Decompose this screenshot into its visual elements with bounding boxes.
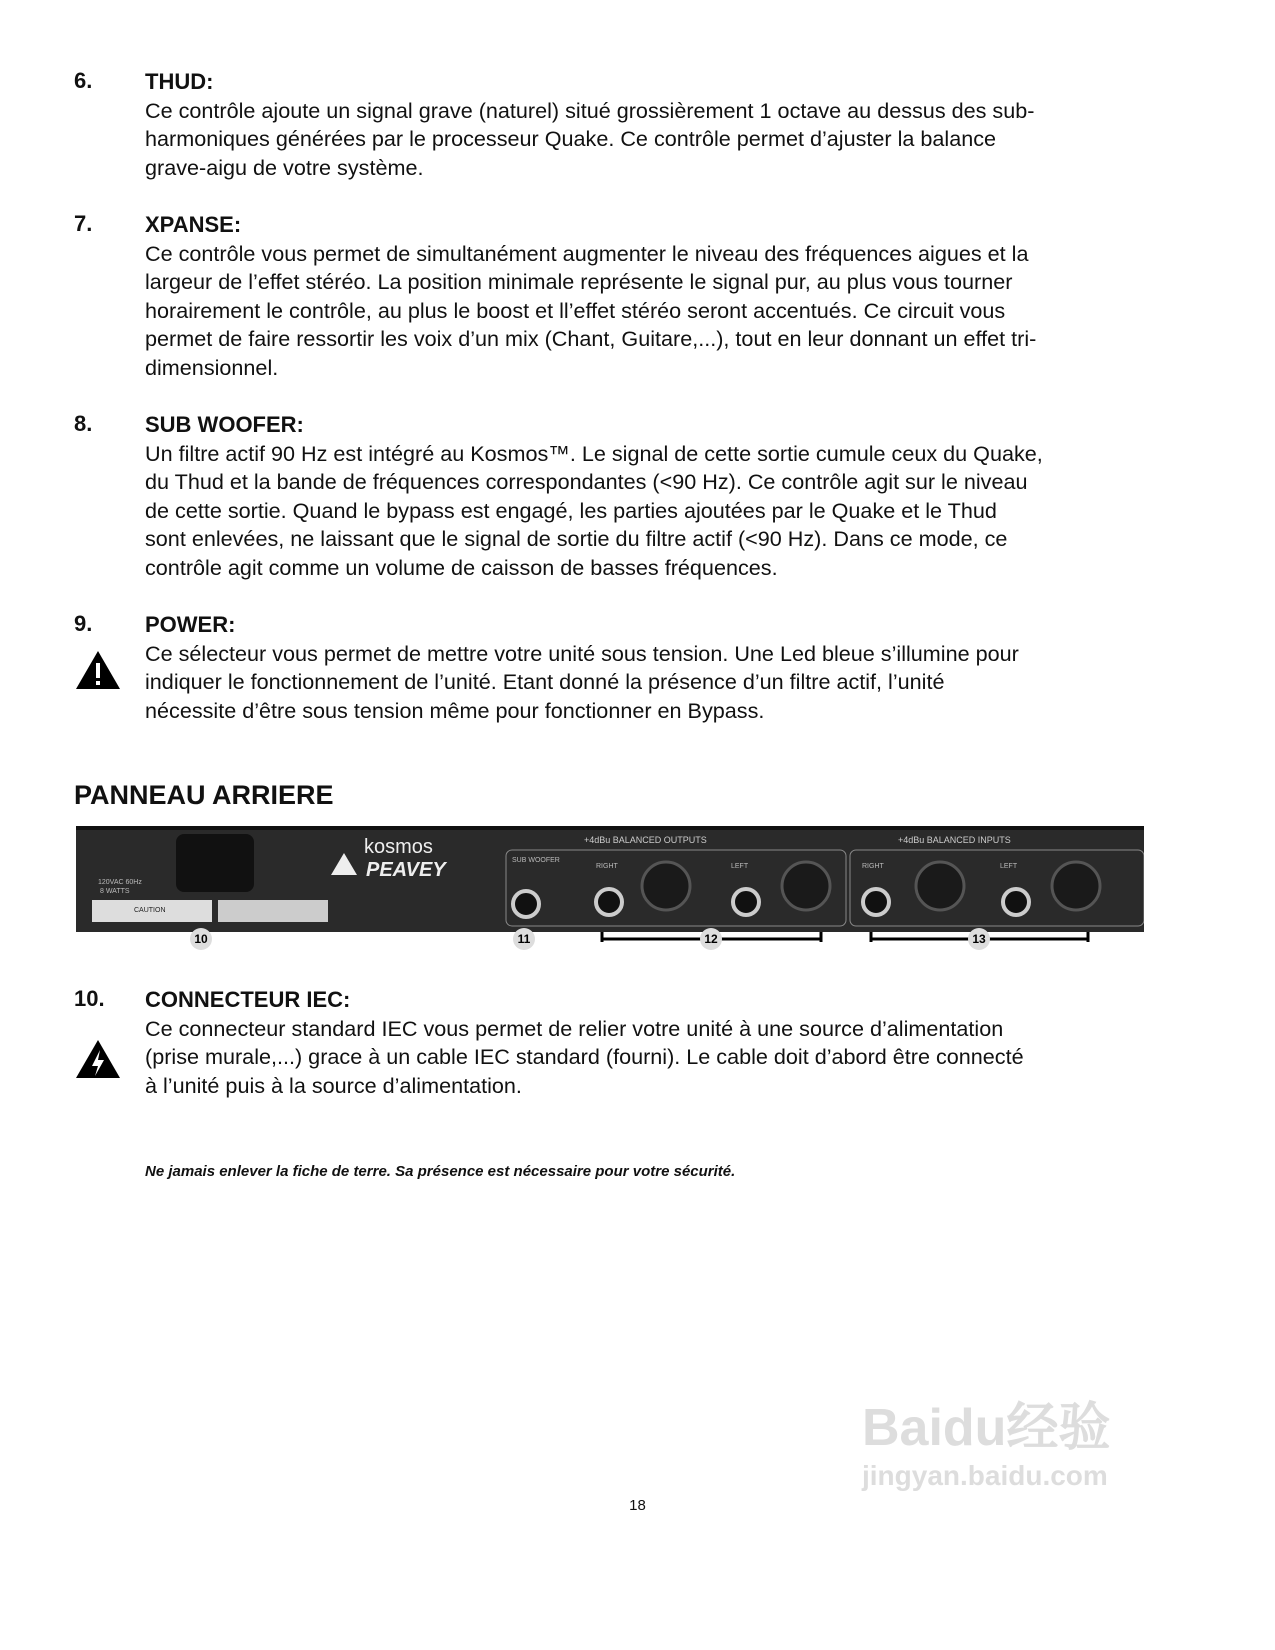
line: Ce contrôle ajoute un signal grave (naturel) situé grossièrement 1 octave au dessus des sub- xyxy=(145,97,1035,123)
line: indiquer le fonctionnement de l’unité. Etant donné la présence d’un filtre actif, l’unité xyxy=(145,669,945,695)
iec-connector xyxy=(176,834,254,892)
callout-12: 12 xyxy=(704,932,718,946)
item-title: THUD: xyxy=(145,69,214,94)
line: nécessite d’être sous tension même pour fonctionner en Bypass. xyxy=(145,697,765,723)
sub-label: SUB WOOFER xyxy=(512,857,560,864)
item-number: 9. xyxy=(74,611,93,636)
right-label: RIGHT xyxy=(862,863,884,870)
line: de cette sortie. Quand le bypass est engagé, les parties ajoutées par le Quake et le Thud xyxy=(145,497,997,523)
item-number: 7. xyxy=(74,211,93,236)
sub-jack xyxy=(513,891,539,917)
line: Ce connecteur standard IEC vous permet de relier votre unité à une source d’alimentation xyxy=(145,1015,1004,1041)
item-title: POWER: xyxy=(145,612,236,637)
line: du Thud et la bande de fréquences correspondantes (<90 Hz). Ce contrôle agit sur le niveau xyxy=(145,469,1028,495)
jack xyxy=(596,889,622,915)
item-body xyxy=(145,1015,1204,1101)
line: horairement le contrôle, au plus le boost et ll’effet stéréo seront accentués. Ce circuit vous xyxy=(145,297,1006,323)
xlr-output xyxy=(642,862,690,910)
exclamation-warning-icon xyxy=(74,649,122,691)
line: harmoniques générées par le processeur Quake. Ce contrôle permet d’ajuster la balance xyxy=(145,126,997,152)
item-number: 10. xyxy=(74,986,105,1011)
power-rating: 120VAC 60Hz xyxy=(98,879,142,886)
jack xyxy=(863,889,889,915)
line: largeur de l’effet stéréo. La position minimale représente le signal pur, au plus vous tourner xyxy=(145,269,1013,295)
left-label: LEFT xyxy=(731,863,749,870)
line: permet de faire ressortir les voix d’un mix (Chant, Guitare,...), tout en leur donnant un effet tri- xyxy=(145,326,1037,352)
item-title: CONNECTEUR IEC: xyxy=(145,987,351,1012)
line: sont enlevées, ne laissant que le signal de sortie du filtre actif (<90 Hz). Dans ce mode, ce xyxy=(145,526,1008,552)
item-body xyxy=(145,440,1204,583)
item-xpanse xyxy=(74,211,1204,382)
safety-note: Ne jamais enlever la fiche de terre. Sa présence est nécessaire pour votre sécurité. xyxy=(145,1163,736,1180)
line: Un filtre actif 90 Hz est intégré au Kosmos™. Le signal de cette sortie cumule ceux du Quake, xyxy=(145,440,1043,466)
item-iec-connector xyxy=(74,986,1204,1100)
item-sub-woofer xyxy=(74,411,1204,582)
callout-11: 11 xyxy=(517,932,531,946)
line: dimensionnel. xyxy=(145,354,279,380)
caution-text: CAUTION xyxy=(134,907,166,914)
baidu-watermark xyxy=(862,1385,1110,1492)
right-label: RIGHT xyxy=(596,863,618,870)
watermark-url: jingyan.baidu.com xyxy=(862,1460,1108,1491)
item-body xyxy=(145,640,1204,726)
rear-panel-image xyxy=(76,826,1144,956)
line: (prise murale,...) grace à un cable IEC standard (fourni). Le cable doit d’abord être connecté xyxy=(145,1044,1024,1070)
line: Ce sélecteur vous permet de mettre votre unité sous tension. Une Led bleue s’illumine pour xyxy=(145,640,1019,666)
item-body xyxy=(145,97,1204,183)
xlr-output xyxy=(782,862,830,910)
item-body xyxy=(145,240,1204,383)
item-power xyxy=(74,611,1204,725)
xlr-input xyxy=(1052,862,1100,910)
callout-13: 13 xyxy=(972,932,986,946)
item-thud xyxy=(74,68,1204,182)
power-rating: 8 WATTS xyxy=(100,888,130,895)
line: grave-aigu de votre système. xyxy=(145,154,424,180)
electric-shock-warning-icon xyxy=(74,1038,122,1080)
item-number: 8. xyxy=(74,411,93,436)
peavey-logo: PEAVEY xyxy=(366,859,446,881)
section-title: PANNEAU ARRIERE xyxy=(74,780,334,810)
left-label: LEFT xyxy=(1000,863,1018,870)
brand-name: kosmos xyxy=(364,836,433,858)
page-number: 18 xyxy=(629,1497,646,1514)
inputs-label: +4dBu BALANCED INPUTS xyxy=(898,835,1011,845)
line: contrôle agit comme un volume de caisson de basses fréquences. xyxy=(145,554,778,580)
line: à l’unité puis à la source d’alimentation. xyxy=(145,1072,522,1098)
callout-10: 10 xyxy=(194,932,208,946)
jack xyxy=(1003,889,1029,915)
watermark-logo: Baidu经验 xyxy=(862,1399,1111,1457)
xlr-input xyxy=(916,862,964,910)
line: Ce contrôle vous permet de simultanément augmenter le niveau des fréquences aigues et la xyxy=(145,240,1029,266)
outputs-label: +4dBu BALANCED OUTPUTS xyxy=(584,835,707,845)
item-title: SUB WOOFER: xyxy=(145,412,304,437)
item-number: 6. xyxy=(74,68,93,93)
jack xyxy=(733,889,759,915)
item-title: XPANSE: xyxy=(145,212,242,237)
